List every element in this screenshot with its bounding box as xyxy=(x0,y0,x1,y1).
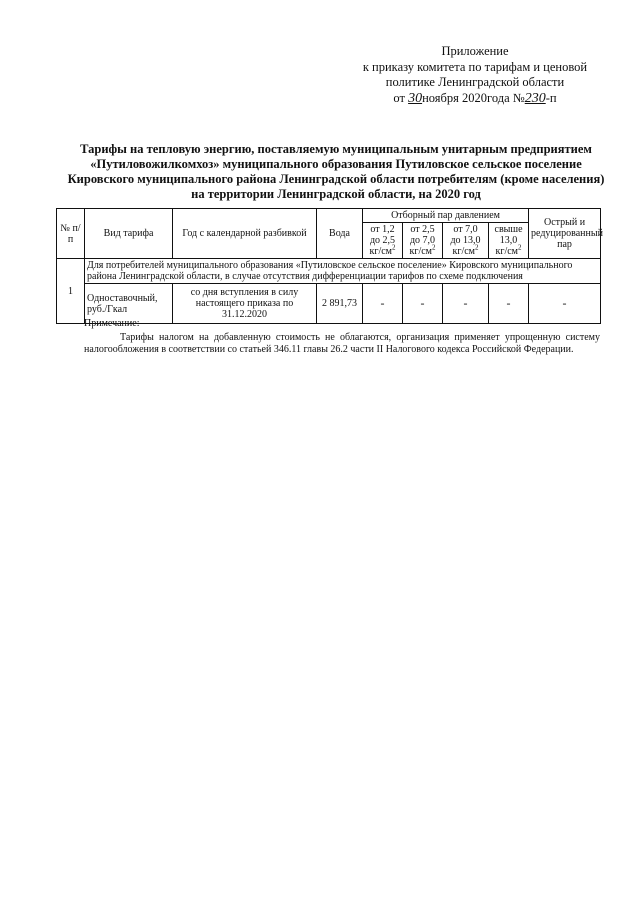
order-number-suffix: -п xyxy=(545,90,557,105)
note-text: Тарифы налогом на добавленную стоимость не облагаются, организация применяет упрощенную систему налогообложения в соответствии со статьей 346.11 главы 26.2 части II Налогового кодекса Российской Федерации. xyxy=(84,332,600,355)
tariff-type-cell: Одноставочный, руб./Гкал xyxy=(85,284,173,324)
document-title: Тарифы на тепловую энергию, поставляемую муниципальным унитарным предприятием «Путиловожилкомхоз» муниципального образования Путиловское сельское поселение Кировского муниципального района Ленинградской области потребителям (кроме населения) на территории Ленинградской области, на 2020 год xyxy=(67,142,605,201)
date-day: 30 xyxy=(408,90,423,106)
appendix-title: Приложение xyxy=(441,44,509,58)
header-steam-4: свыше 13,0 $кг/см^2$ xyxy=(489,223,529,259)
header-row-1 xyxy=(57,209,601,223)
section-description: Для потребителей муниципального образования «Путиловское сельское поселение» Кировского муниципального района Ленинградской области, в случае отсутствия дифференциации тарифов по схеме подключения xyxy=(85,259,601,284)
steam-2-value: - xyxy=(403,284,443,324)
header-sharp-steam: Острый и редуцированный пар xyxy=(529,209,601,259)
section-num: 1 xyxy=(57,259,85,324)
header-num: № п/п xyxy=(57,209,85,259)
order-number: 230 xyxy=(524,90,546,106)
header-steam-1: от 1,2 до 2,5 $кг/см^2$ xyxy=(363,223,403,259)
steam-1-value: - xyxy=(363,284,403,324)
appendix-line-committee: политике Ленинградской области xyxy=(385,75,565,89)
sharp-steam-value: - xyxy=(529,284,601,324)
header-tariff-type: Вид тарифа xyxy=(85,209,173,259)
appendix-line-order: к приказу комитета по тарифам и ценовой xyxy=(362,59,588,74)
header-water: Вода xyxy=(317,209,363,259)
header-steam-group: Отборный пар давлением xyxy=(363,209,529,223)
period-cell: со дня вступления в силу настоящего приказа по 31.12.2020 xyxy=(173,284,317,324)
header-steam-3: от 7,0 до 13,0 $кг/см^2$ xyxy=(443,223,489,259)
section-row xyxy=(57,259,601,284)
appendix-date-line xyxy=(330,91,620,107)
note-heading: Примечание: xyxy=(84,318,140,329)
date-month-year: ноября 2020года № xyxy=(422,90,525,105)
date-prefix: от xyxy=(393,90,405,105)
appendix-header xyxy=(330,44,620,106)
note xyxy=(84,318,600,356)
steam-3-value: - xyxy=(443,284,489,324)
water-value-cell: 2 891,73 xyxy=(317,284,363,324)
steam-4-value: - xyxy=(489,284,529,324)
header-year: Год с календарной разбивкой xyxy=(173,209,317,259)
tariff-table xyxy=(56,208,601,324)
header-steam-2: от 2,5 до 7,0 $кг/см^2$ xyxy=(403,223,443,259)
